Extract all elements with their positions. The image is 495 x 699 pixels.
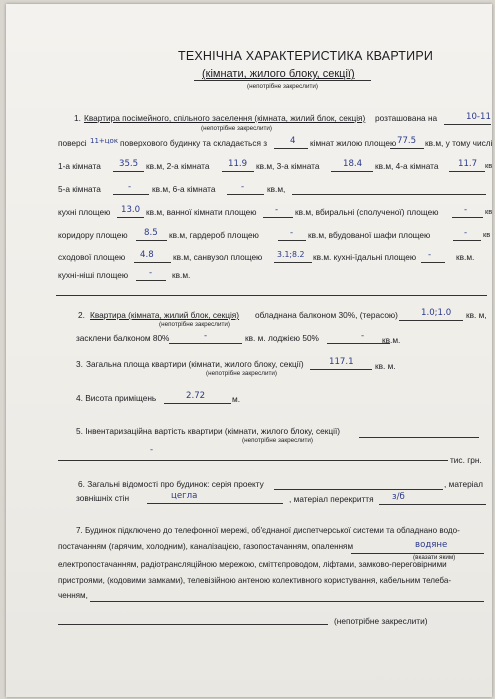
stair-label: сходової площею (58, 252, 126, 262)
s7-line5: ченням, (58, 591, 88, 600)
height-value: 2.72 (186, 391, 206, 401)
wc-value: - (464, 205, 468, 215)
total-area-line (310, 369, 372, 370)
room3-line (331, 171, 373, 172)
building-info-label: 6. Загальні відомості про будинок: серія проекту (78, 479, 264, 489)
bathroom-value: 3.1;8.2 (277, 250, 305, 259)
loggia-unit: кв.м. (382, 335, 401, 345)
floors-material-value: з/б (392, 492, 405, 502)
subtitle-note: (непотрібне закреслити) (247, 83, 318, 90)
valuation-line (58, 460, 448, 461)
s3-number: 3. (76, 359, 83, 369)
page-title: ТЕХНІЧНА ХАРАКТЕРИСТИКА КВАРТИРИ (178, 49, 434, 63)
room1-label: 1-а кімната (58, 161, 101, 171)
total-area-value: 117.1 (329, 357, 354, 367)
wardrobe-line (278, 240, 306, 241)
built-in-label: кв.м, вбудованої шафи площею (308, 230, 431, 240)
room5-line (113, 194, 149, 195)
s7-line4: пристроями, (кодовими замками), телевізійною антеною колективного користування, кабельним телеба- (58, 576, 452, 585)
room2-line (222, 171, 254, 172)
building-info-end: , матеріал (444, 479, 483, 489)
s7-line3: електропостачанням, радіотрансляційною мережою, сміттєпроводом, ліфтами, замково-переговірними (58, 560, 447, 569)
balcony-label: обладнана балконом 30%, (терасою) (255, 310, 398, 320)
room-extra-line (292, 194, 486, 195)
loggia-line (327, 343, 390, 344)
room5-value: - (128, 182, 132, 192)
document-page (6, 4, 492, 697)
glazed-value: - (204, 331, 208, 341)
project-series-line (274, 489, 443, 490)
wc-unit: кв (485, 207, 492, 216)
kitchen-dining-line (421, 262, 445, 263)
floor-label: поверсі (58, 138, 87, 148)
floors-material-label: , матеріал перекриття (289, 494, 374, 504)
s7-end-line (58, 624, 328, 625)
walls-line (147, 503, 283, 504)
balcony-value: 1.0;1.0 (421, 308, 452, 318)
s1-number: 1. (74, 113, 81, 123)
height-unit: м. (232, 394, 241, 404)
floors-material-line (379, 504, 486, 505)
glazed-line (169, 343, 242, 344)
living-area-value: 77.5 (397, 136, 417, 146)
living-area-label: кімнат жилою площею (310, 138, 397, 148)
wc-line (452, 217, 483, 218)
floor-line (444, 124, 491, 125)
room1-line (113, 171, 144, 172)
valuation-value: - (150, 445, 154, 455)
niche-value: - (149, 268, 153, 278)
loggia-label: кв. м. лоджією 50% (245, 333, 319, 343)
niche-unit: кв.м. (172, 270, 191, 280)
balcony-unit: кв. м, (466, 310, 487, 320)
stair-line (134, 262, 171, 263)
bath-value: - (275, 205, 279, 215)
room6-label: кв.м, 6-а кімната (152, 184, 216, 194)
stair-value: 4.8 (140, 250, 154, 260)
living-area-line (390, 148, 424, 149)
total-area-unit: кв. м. (375, 361, 396, 371)
floor-value: 10-11 (466, 112, 491, 122)
bathroom-line (274, 262, 312, 263)
kitchen-dining-value: - (428, 250, 432, 260)
corridor-line (136, 240, 167, 241)
wardrobe-value: - (290, 228, 294, 238)
total-area-label: Загальна площа квартири (кімнати, жилого блоку, секції) (86, 359, 304, 369)
bath-line (263, 217, 293, 218)
s1-apartment-type: Квартира посімейного, спільного заселення (кімната, жилий блок, секція) (84, 113, 366, 123)
niche-label: кухні-ніші площею (58, 270, 129, 280)
bath-label: кв.м, ванної кімнати площею (146, 207, 257, 217)
valuation-unit: тис. грн. (450, 455, 482, 465)
building-floors: 11+цок (90, 137, 119, 145)
rooms-line (274, 148, 308, 149)
niche-line (136, 280, 166, 281)
bathroom-label: кв.м, санвузол площею (173, 252, 263, 262)
building-text: поверхового будинку та складається з (120, 138, 268, 148)
kitchen-label: кухні площею (58, 207, 111, 217)
rooms-count: 4 (290, 136, 296, 146)
s5-note: (непотрібне закреслити) (242, 437, 313, 444)
balcony-line (399, 320, 463, 321)
s2-number: 2. (78, 310, 85, 320)
kitchen-line (117, 217, 144, 218)
s2-apartment: Квартира (кімната, жилий блок, секція) (90, 310, 240, 320)
wc-label: кв.м, вбиральні (сполученої) площею (295, 207, 439, 217)
room6-value: - (241, 182, 245, 192)
s1-note: (непотрібне закреслити) (201, 125, 272, 132)
walls-label: зовнішніх стін (76, 493, 130, 503)
s1-end-line (56, 295, 487, 296)
room4-unit: кв (485, 161, 492, 170)
subtitle-underline (194, 80, 371, 81)
built-in-value: - (464, 228, 468, 238)
kitchen-value: 13.0 (121, 205, 141, 215)
corridor-value: 8.5 (144, 228, 158, 238)
s3-note: (непотрібне закреслити) (206, 370, 277, 377)
room6-unit: кв.м, (267, 184, 286, 194)
height-line (164, 403, 231, 404)
loggia-value: - (361, 331, 365, 341)
room6-line (227, 194, 264, 195)
walls-value: цегла (171, 491, 198, 501)
s7-end-note: (непотрібне закреслити) (334, 616, 428, 626)
heating-note: (вказати яким) (413, 554, 456, 561)
s7-line2: постачанням (гарячим, холодним), каналізацією, газопостачанням, опаленням (58, 542, 354, 551)
living-area-unit: кв.м, у тому числі (425, 138, 492, 148)
s1-located-text: розташована на (375, 113, 438, 123)
s2-note: (непотрібне закреслити) (159, 321, 230, 328)
wardrobe-label: кв.м, гардероб площею (169, 230, 259, 240)
room3-label: кв.м, 3-а кімната (256, 161, 320, 171)
valuation-line-top (359, 437, 479, 438)
page-subtitle: (кімнати, жилого блоку, секції) (202, 68, 355, 80)
room4-value: 11.7 (458, 159, 478, 169)
kitchen-dining-unit: кв.м. (456, 252, 475, 262)
room2-label: кв.м, 2-а кімната (146, 161, 210, 171)
room4-label: кв.м, 4-а кімната (375, 161, 439, 171)
height-label: 4. Висота приміщень (76, 393, 157, 403)
room4-line (449, 171, 485, 172)
room2-value: 11.9 (228, 159, 248, 169)
kitchen-dining-label: кв.м. кухні-їдальні площею (313, 252, 417, 262)
corridor-label: коридору площею (58, 230, 128, 240)
room1-value: 35.5 (119, 159, 139, 169)
built-in-unit: кв (483, 230, 491, 239)
valuation-label: 5. Інвентаризаційна вартість квартири (кімнати, жилого блоку, секції) (76, 426, 341, 436)
glazed-label: засклени балконом 80% (76, 333, 170, 343)
room3-value: 18.4 (343, 159, 363, 169)
built-in-line (453, 240, 481, 241)
heating-value: водяне (415, 540, 448, 550)
room5-label: 5-а кімната (58, 184, 101, 194)
s7-line1: 7. Будинок підключено до телефонної мережі, об'єднаної диспетчерської системи та обладнано водо- (76, 526, 460, 535)
s7-blank-line (90, 601, 484, 602)
